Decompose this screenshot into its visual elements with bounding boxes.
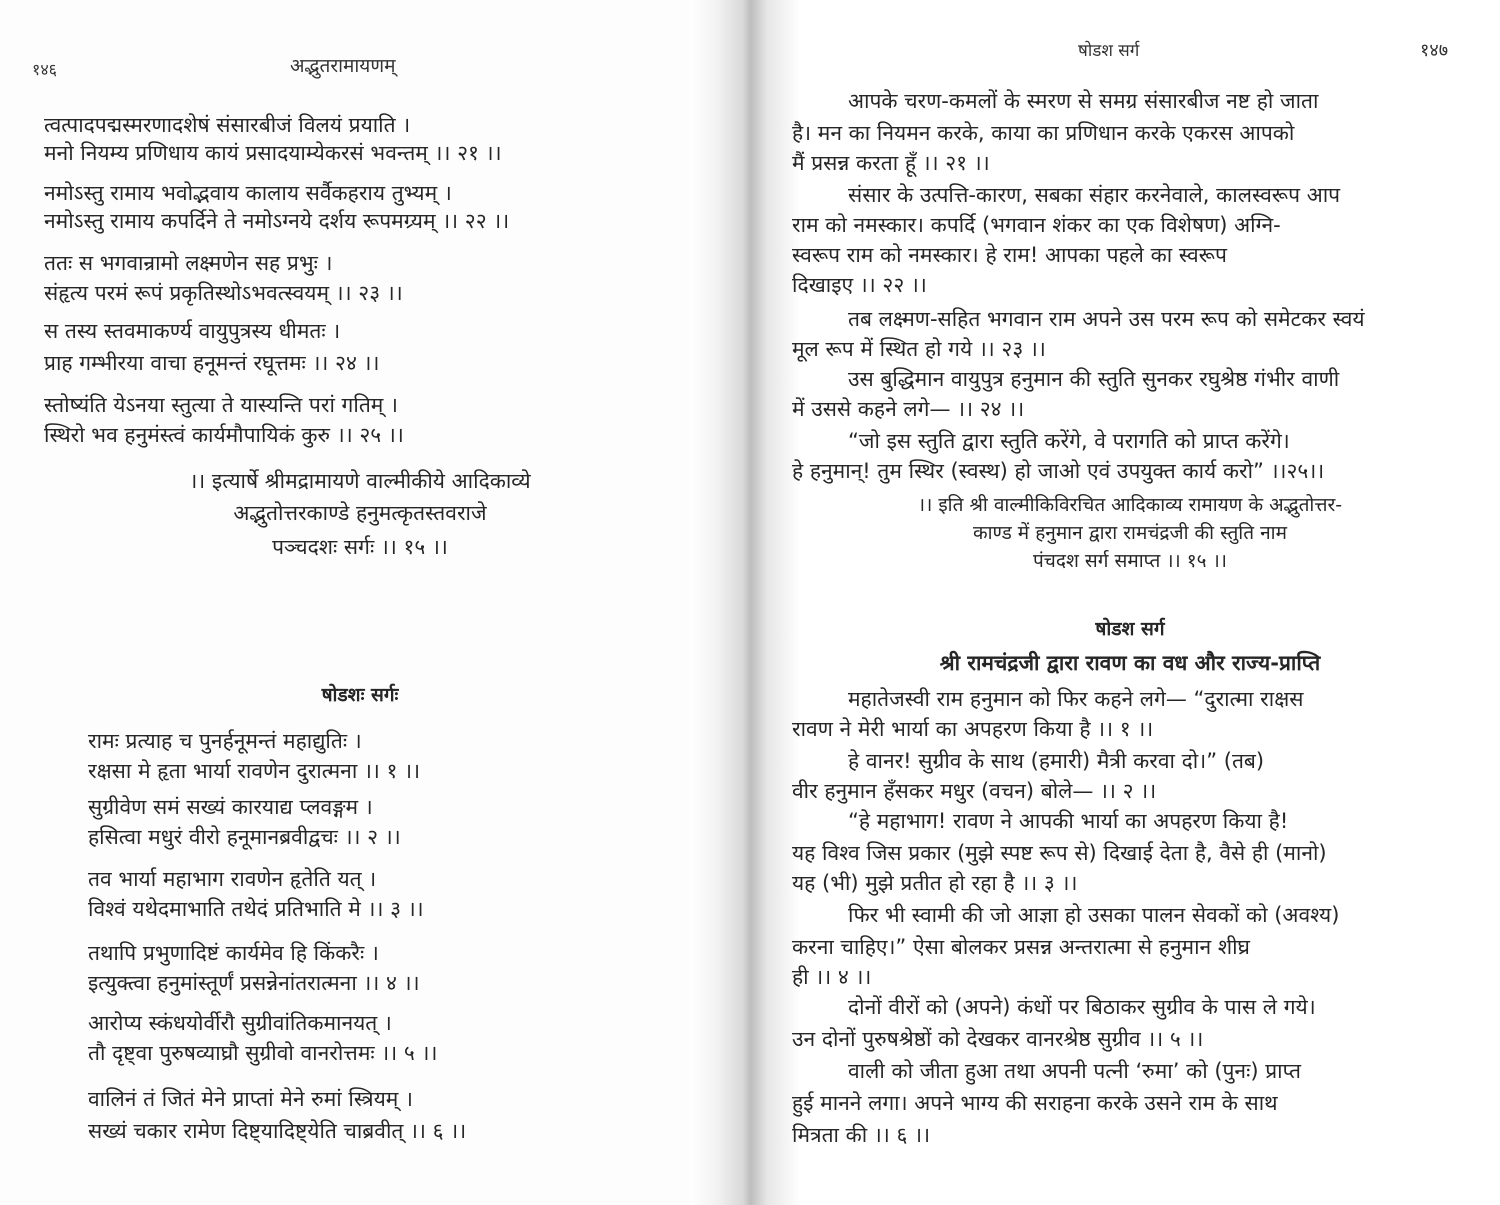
verse-line: विश्वं यथेदमाभाति तथेदं प्रतिभाति मे ।। ३ ।। [88,897,424,921]
para-line: मैं प्रसन्न करता हूँ ।। २१ ।। [792,151,990,175]
verse-line: स्थिरो भव हनुमंस्त्वं कार्यमौपायिकं कुरु ।। २५ ।। [44,423,404,447]
verse-line: रामः प्रत्याह च पुनर्हनूमन्तं महाद्युतिः । [88,729,362,753]
verse-line: ततः स भगवान्रामो लक्ष्मणेन सह प्रभुः । [44,251,333,275]
para-line: यह विश्व जिस प्रकार (मुझे स्पष्ट रूप से) दिखाई देता है, वैसे ही (मानो) [792,841,1327,865]
para-line: यह (भी) मुझे प्रतीत हो रहा है ।। ३ ।। [792,871,1078,895]
colophon-line: पंचदश सर्ग समाप्त ।। १५ ।। [1033,550,1227,572]
para-line: संसार के उत्पत्ति-कारण, सबका संहार करनेवाले, कालस्वरूप आप [848,183,1341,207]
para-line: राम को नमस्कार। कपर्दि (भगवान शंकर का एक विशेषण) अग्नि- [792,213,1281,237]
verse-line: सख्यं चकार रामेण दिष्ट्यादिष्ट्येति चाब्रवीत् ।। ६ ।। [88,1119,467,1143]
para-line: वीर हनुमान हँसकर मधुर (वचन) बोले— ।। २ ।। [792,779,1157,803]
right-page [760,0,1500,1205]
verse-line: नमोऽस्तु रामाय भवोद्भवाय कालाय सर्वैकहराय तुभ्यम् । [44,181,452,205]
para-line: महातेजस्वी राम हनुमान को फिर कहने लगे— “दुरात्मा राक्षस [848,687,1304,711]
para-line: स्वरूप राम को नमस्कार। हे राम! आपका पहले का स्वरूप [792,243,1227,267]
section-title: षोडश सर्ग [1095,618,1165,640]
para-line: करना चाहिए।” ऐसा बोलकर प्रसन्न अन्तरात्मा से हनुमान शीघ्र [792,935,1250,959]
left-page [0,0,720,1205]
colophon-line: ।। इत्यार्षे श्रीमद्रामायणे वाल्मीकीये आदिकाव्ये [189,469,531,493]
verse-line: तौ दृष्ट्वा पुरुषव्याघ्रौ सुग्रीवो वानरोत्तमः ।। ५ ।। [88,1041,438,1065]
para-line: “जो इस स्तुति द्वारा स्तुति करेंगे, वे परागति को प्राप्त करेंगे। [848,429,1290,453]
colophon-line: पञ्चदशः सर्गः ।। १५ ।। [272,535,448,559]
para-line: मूल रूप में स्थित हो गये ।। २३ ।। [792,337,1046,361]
para-line: “हे महाभाग! रावण ने आपकी भार्या का अपहरण किया है! [848,809,1289,833]
para-line: दिखाइए ।। २२ ।। [792,273,927,297]
left-page-number: १४६ [32,60,57,79]
verse-line: स तस्य स्तवमाकर्ण्य वायुपुत्रस्य धीमतः । [44,319,341,343]
para-line: रावण ने मेरी भार्या का अपहरण किया है ।। १ ।। [792,717,1154,741]
section-subtitle: श्री रामचंद्रजी द्वारा रावण का वध और राज्य-प्राप्ति [939,651,1321,675]
right-page-number: १४७ [1420,40,1449,61]
para-line: तब लक्ष्मण-सहित भगवान राम अपने उस परम रूप को समेटकर स्वयं [848,307,1365,331]
verse-line: संहृत्य परमं रूपं प्रकृतिस्थोऽभवत्स्वयम् ।। २३ ।। [44,281,403,305]
colophon-line: काण्ड में हनुमान द्वारा रामचंद्रजी की स्तुति नाम [973,522,1287,544]
verse-line: नमोऽस्तु रामाय कपर्दिने ते नमोऽग्नये दर्शय रूपमग्र्यम् ।। २२ ।। [44,209,510,233]
para-line: हे वानर! सुग्रीव के साथ (हमारी) मैत्री करवा दो।” (तब) [848,749,1265,773]
para-line: में उससे कहने लगे— ।। २४ ।। [792,397,1025,421]
para-line: हुई मानने लगा। अपने भाग्य की सराहना करके उसने राम के साथ [792,1091,1278,1115]
verse-line: आरोप्य स्कंधयोर्वीरौ सुग्रीवांतिकमानयत् । [88,1011,392,1035]
verse-line: वालिनं तं जितं मेने प्राप्तां मेने रुमां स्त्रियम् । [88,1087,413,1111]
verse-line: तथापि प्रभुणादिष्टं कार्यमेव हि किंकरैः । [88,941,379,965]
para-line: हे हनुमान्! तुम स्थिर (स्वस्थ) हो जाओ एवं उपयुक्त कार्य करो” ।।२५।। [792,459,1325,483]
right-running-head: षोडश सर्ग [1078,41,1140,61]
para-line: है। मन का नियमन करके, काया का प्रणिधान करके एकरस आपको [792,121,1295,145]
verse-line: रक्षसा मे हृता भार्या रावणेन दुरात्मना ।। १ ।। [88,759,421,783]
para-line: मित्रता की ।। ६ ।। [792,1123,931,1147]
verse-line: तव भार्या महाभाग रावणेन हृतेति यत् । [88,867,377,891]
para-line: उस बुद्धिमान वायुपुत्र हनुमान की स्तुति सुनकर रघुश्रेष्ठ गंभीर वाणी [848,367,1340,391]
para-line: आपके चरण-कमलों के स्मरण से समग्र संसारबीज नष्ट हो जाता [848,89,1319,113]
verse-line: मनो नियम्य प्रणिधाय कायं प्रसादयाम्येकरसं भवन्तम् ।। २१ ।। [44,141,502,165]
left-running-head: अद्भुतरामायणम् [290,55,396,77]
verse-line: प्राह गम्भीरया वाचा हनूमन्तं रघूत्तमः ।। २४ ।। [44,351,380,375]
verse-line: स्तोष्यंति येऽनया स्तुत्या ते यास्यन्ति परां गतिम् । [44,393,398,417]
para-line: उन दोनों पुरुषश्रेष्ठों को देखकर वानरश्रेष्ठ सुग्रीव ।। ५ ।। [792,1027,1204,1051]
para-line: वाली को जीता हुआ तथा अपनी पत्नी ‘रुमा’ को (पुनः) प्राप्त [848,1059,1302,1083]
section-title: षोडशः सर्गः [321,684,399,706]
verse-line: सुग्रीवेण समं सख्यं कारयाद्य प्लवङ्गम । [88,795,373,819]
verse-line: इत्युक्त्वा हनुमांस्तूर्णं प्रसन्नेनांतरात्मना ।। ४ ।। [88,971,420,995]
para-line: दोनों वीरों को (अपने) कंधों पर बिठाकर सुग्रीव के पास ले गये। [848,995,1316,1019]
colophon-line: अद्भुतोत्तरकाण्डे हनुमत्कृतस्तवराजे [233,501,487,525]
verse-line: हसित्वा मधुरं वीरो हनूमानब्रवीद्वचः ।। २ ।। [88,825,401,849]
para-line: फिर भी स्वामी की जो आज्ञा हो उसका पालन सेवकों को (अवश्य) [848,903,1340,927]
verse-line: त्वत्पादपद्मस्मरणादशेषं संसारबीजं विलयं प्रयाति । [44,113,411,137]
para-line: ही ।। ४ ।। [792,965,872,989]
colophon-line: ।। इति श्री वाल्मीकिविरचित आदिकाव्य रामायण के अद्भुतोत्तर- [917,494,1343,516]
